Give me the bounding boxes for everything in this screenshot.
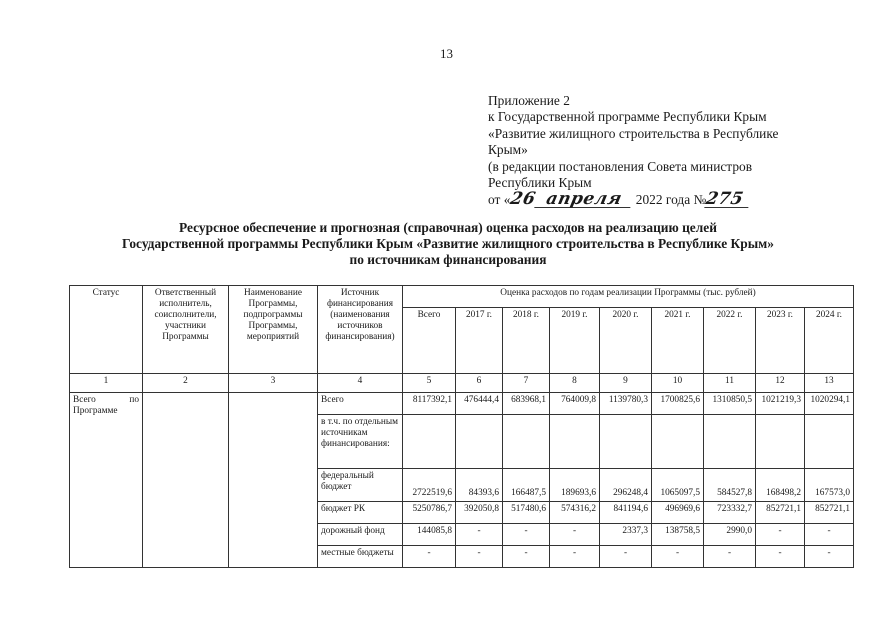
column-index: 3 <box>229 374 318 393</box>
value-cell: 8117392,1 <box>403 393 456 415</box>
value-cell: 574316,2 <box>550 502 600 524</box>
value-cell: 392050,8 <box>456 502 503 524</box>
header-year: 2017 г. <box>456 308 503 374</box>
column-index: 11 <box>704 374 756 393</box>
value-cell: 517480,6 <box>503 502 550 524</box>
column-index: 13 <box>805 374 854 393</box>
column-index: 9 <box>600 374 652 393</box>
header-year: 2020 г. <box>600 308 652 374</box>
appendix-line: (в редакции постановления Совета министров <box>488 158 753 174</box>
title-line: Ресурсное обеспечение и прогнозная (справочная) оценка расходов на реализацию целей <box>179 220 717 235</box>
header-year: Всего <box>403 308 456 374</box>
header-status: Статус <box>70 286 143 374</box>
value-cell: 723332,7 <box>704 502 756 524</box>
value-cell: 144085,8 <box>403 524 456 546</box>
column-index: 2 <box>143 374 229 393</box>
value-cell: 5250786,7 <box>403 502 456 524</box>
value-cell: 84393,6 <box>456 469 503 502</box>
value-cell: 841194,6 <box>600 502 652 524</box>
column-index: 6 <box>456 374 503 393</box>
value-cell: 138758,5 <box>652 524 704 546</box>
value-cell: 189693,6 <box>550 469 600 502</box>
value-cell: 296248,4 <box>600 469 652 502</box>
value-cell: 1021219,3 <box>756 393 805 415</box>
value-cell: 764009,8 <box>550 393 600 415</box>
value-cell: - <box>652 546 704 568</box>
value-cell: - <box>503 524 550 546</box>
column-index: 10 <box>652 374 704 393</box>
value-cell: - <box>805 524 854 546</box>
value-cell: 1700825,6 <box>652 393 704 415</box>
source-cell: федеральный бюджет <box>318 469 403 502</box>
budget-table <box>69 285 854 568</box>
value-cell: 1139780,3 <box>600 393 652 415</box>
column-index: 12 <box>756 374 805 393</box>
executor-cell <box>143 393 229 568</box>
date-year: 2022 года № <box>635 192 707 208</box>
value-cell <box>403 415 456 469</box>
value-cell <box>503 415 550 469</box>
value-cell: 2722519,6 <box>403 469 456 502</box>
table-row <box>70 393 854 415</box>
source-cell: Всего <box>318 393 403 415</box>
column-index: 4 <box>318 374 403 393</box>
value-cell <box>652 415 704 469</box>
header-executor: Ответственный исполнитель, соисполнители, участники Программы <box>143 286 229 374</box>
value-cell <box>456 415 503 469</box>
column-index: 5 <box>403 374 456 393</box>
handwritten-resolution-number: 275 <box>704 191 752 208</box>
value-cell: - <box>456 524 503 546</box>
value-cell <box>550 415 600 469</box>
value-cell: - <box>805 546 854 568</box>
source-cell: бюджет РК <box>318 502 403 524</box>
value-cell: 852721,1 <box>805 502 854 524</box>
value-cell: 852721,1 <box>756 502 805 524</box>
value-cell: - <box>550 546 600 568</box>
resolution-date-line <box>488 191 828 208</box>
value-cell: 496969,6 <box>652 502 704 524</box>
header-year: 2018 г. <box>503 308 550 374</box>
value-cell: 1310850,5 <box>704 393 756 415</box>
header-year: 2021 г. <box>652 308 704 374</box>
value-cell: - <box>704 546 756 568</box>
value-cell <box>704 415 756 469</box>
appendix-line: Республики Крым <box>488 175 592 191</box>
appendix-line: к Государственной программе Республики Крым <box>488 109 767 125</box>
value-cell: 168498,2 <box>756 469 805 502</box>
header-year: 2019 г. <box>550 308 600 374</box>
value-cell: - <box>756 546 805 568</box>
value-cell: - <box>550 524 600 546</box>
value-cell <box>805 415 854 469</box>
value-cell: 166487,5 <box>503 469 550 502</box>
value-cell: - <box>600 546 652 568</box>
title-line: Государственной программы Республики Крым «Развитие жилищного строительства в Республике Крым» <box>122 236 774 251</box>
appendix-block <box>488 93 828 209</box>
column-index: 7 <box>503 374 550 393</box>
document-title <box>0 220 896 268</box>
appendix-line: «Развитие жилищного строительства в Республике <box>488 125 779 141</box>
column-index: 1 <box>70 374 143 393</box>
value-cell: 1065097,5 <box>652 469 704 502</box>
source-cell: в т.ч. по отдельным источникам финансирования: <box>318 415 403 469</box>
value-cell <box>756 415 805 469</box>
appendix-line: Крым» <box>488 142 528 158</box>
header-financing-source: Источник финансирования (наименования источников финансирования) <box>318 286 403 374</box>
handwritten-day: 26 <box>508 189 538 210</box>
page-number: 13 <box>440 46 453 61</box>
program-name-cell <box>229 393 318 568</box>
page-bottom-margin <box>0 568 896 640</box>
value-cell: 476444,4 <box>456 393 503 415</box>
value-cell: - <box>503 546 550 568</box>
column-index-row <box>70 374 854 393</box>
value-cell: - <box>403 546 456 568</box>
source-cell: дорожный фонд <box>318 524 403 546</box>
handwritten-month: апреля <box>535 191 635 208</box>
header-program-name: Наименование Программы, подпрограммы Программы, мероприятий <box>229 286 318 374</box>
value-cell: 1020294,1 <box>805 393 854 415</box>
value-cell: 167573,0 <box>805 469 854 502</box>
value-cell: 584527,8 <box>704 469 756 502</box>
header-year: 2023 г. <box>756 308 805 374</box>
header-year: 2024 г. <box>805 308 854 374</box>
value-cell: 2990,0 <box>704 524 756 546</box>
appendix-line: Приложение 2 <box>488 93 570 108</box>
source-cell: местные бюджеты <box>318 546 403 568</box>
title-line: по источникам финансирования <box>349 252 547 267</box>
value-cell: - <box>456 546 503 568</box>
header-year: 2022 г. <box>704 308 756 374</box>
status-cell: Всего по Программе <box>70 393 143 568</box>
date-prefix: от « <box>488 192 511 208</box>
column-index: 8 <box>550 374 600 393</box>
value-cell: - <box>756 524 805 546</box>
header-expense-estimate: Оценка расходов по годам реализации Программы (тыс. рублей) <box>403 286 854 308</box>
value-cell <box>600 415 652 469</box>
value-cell: 683968,1 <box>503 393 550 415</box>
value-cell: 2337,3 <box>600 524 652 546</box>
